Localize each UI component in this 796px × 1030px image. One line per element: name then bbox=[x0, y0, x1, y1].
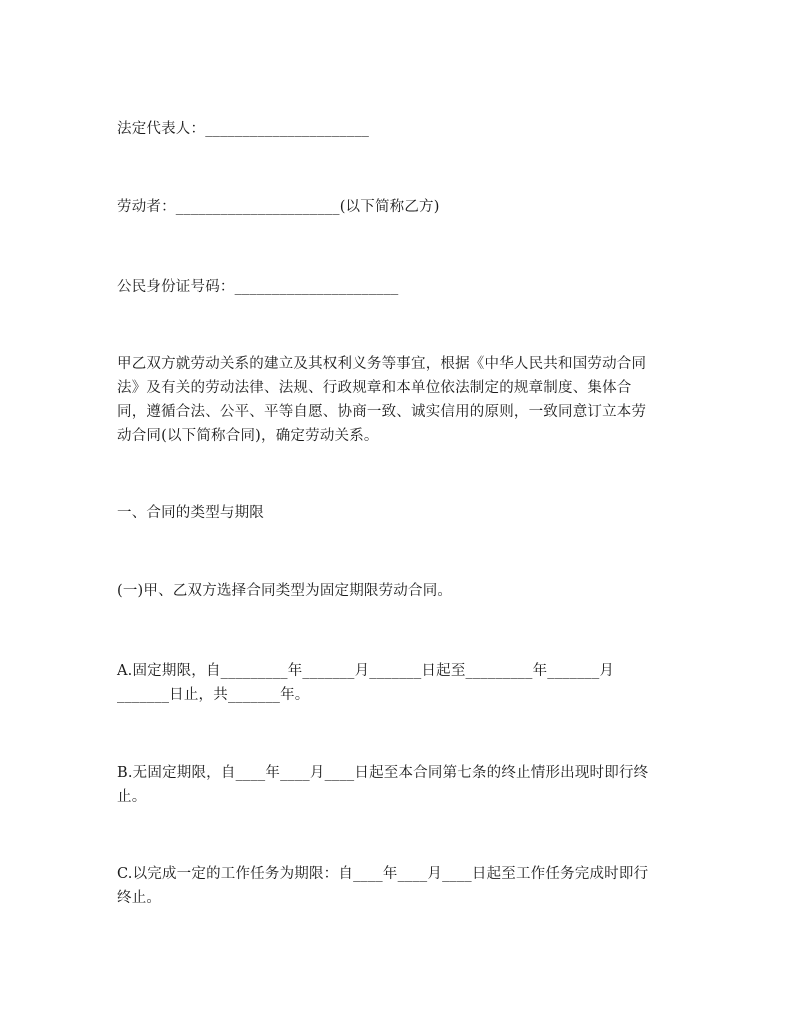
item-b-line: B.无固定期限，自____年____月____日起至本合同第七条的终止情形出现时即行终 bbox=[117, 765, 649, 781]
preamble-line: 法》及有关的劳动法律、法规、行政规章和本单位依法制定的规章制度、集体合 bbox=[117, 380, 632, 396]
clause-1-line: (一)甲、乙双方选择合同类型为固定期限劳动合同。 bbox=[117, 583, 453, 599]
item-c-paragraph bbox=[117, 862, 692, 910]
section-1-heading: 一、合同的类型与期限 bbox=[117, 505, 264, 521]
preamble-paragraph bbox=[117, 352, 692, 448]
item-b-line: 止。 bbox=[117, 789, 147, 805]
item-c-line: C.以完成一定的工作任务为期限：自____年____月____日起至工作任务完成时即行 bbox=[117, 866, 649, 882]
item-c-line: 终止。 bbox=[117, 890, 162, 906]
legal-representative-line: 法定代表人：______________________ bbox=[117, 121, 370, 137]
item-a-paragraph bbox=[117, 659, 692, 707]
item-a-line: A.固定期限，自_________年_______月_______日起至_________年_______月 bbox=[117, 663, 615, 679]
preamble-line: 同，遵循合法、公平、平等自愿、协商一致、诚实信用的原则，一致同意订立本劳 bbox=[117, 404, 647, 420]
id-number-line: 公民身份证号码：______________________ bbox=[117, 279, 399, 295]
item-b-paragraph bbox=[117, 761, 692, 809]
preamble-line: 动合同(以下简称合同)，确定劳动关系。 bbox=[117, 428, 379, 444]
worker-line: 劳动者：______________________(以下简称乙方) bbox=[117, 199, 440, 215]
preamble-line: 甲乙双方就劳动关系的建立及其权利义务等事宜，根据《中华人民共和国劳动合同 bbox=[117, 356, 647, 372]
item-a-line: _______日止，共_______年。 bbox=[117, 687, 310, 703]
